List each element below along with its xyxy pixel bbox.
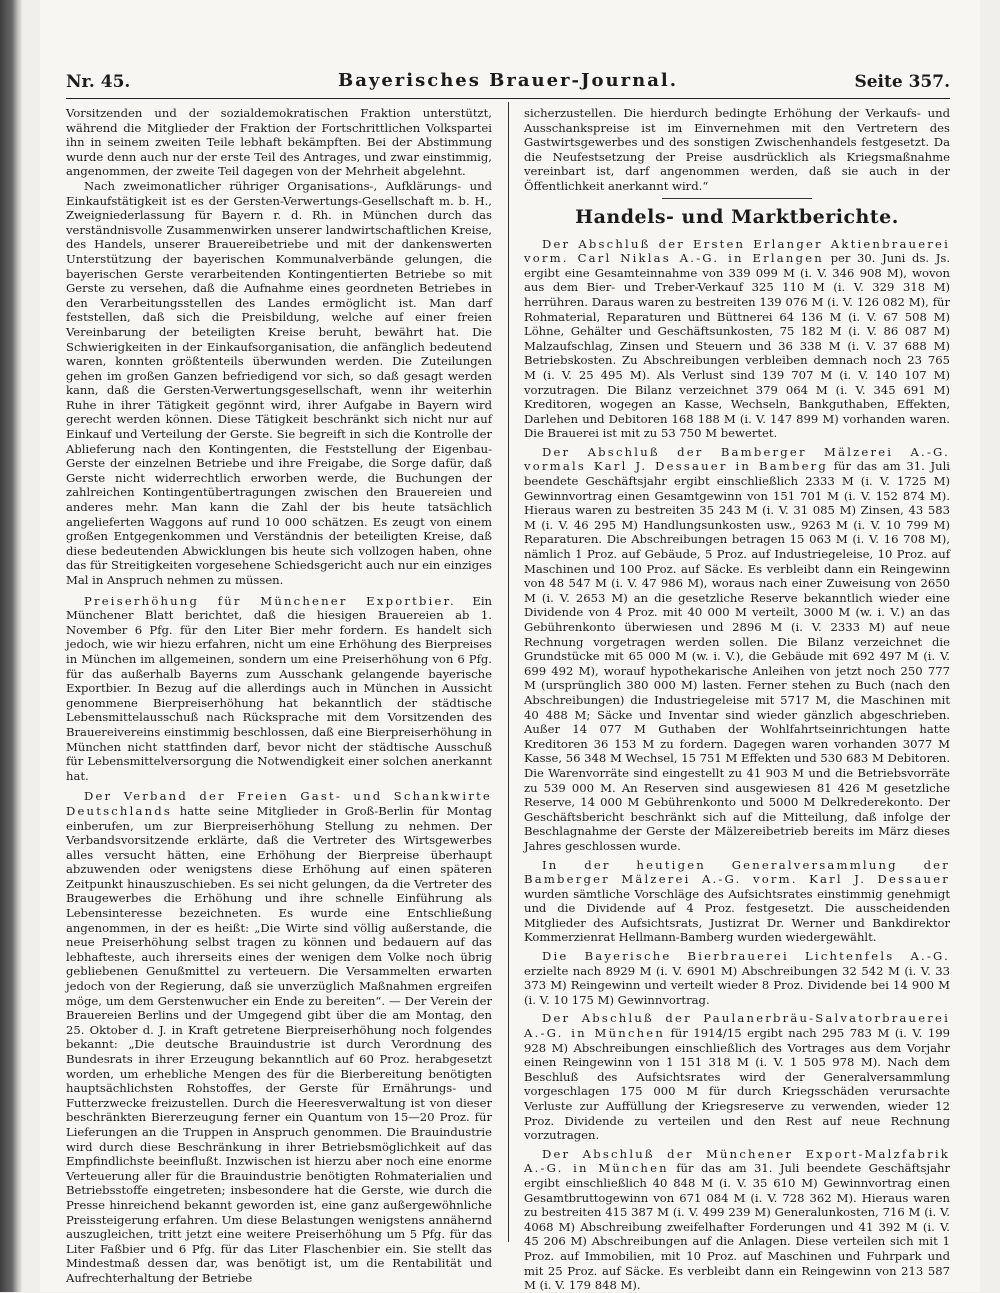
report-paragraph (524, 949, 950, 1007)
article-paragraph: Nach zweimonatlicher rühriger Organisations-, Aufklärungs- und Einkaufstätigkeit ist es der Gersten-Verwertungs-Gesellschaft m. b. H., Zweigniederlassung für Bayern r. d. Rh. in München durch das verständnisvolle Zusammenwirken unserer landwirtschaftlichen Kreise, des Handels, unserer Brauereibetriebe und mit der dankenswerten Unterstützung der bayerischen Kommunalverbände gelungen, die bayerischen Gerste verarbeitenden Kontingentierten Betriebe so mit Gerste zu versehen, daß die Aufnahme eines geordneten Betriebes in den Verarbeitungsstellen des Landes ermöglicht ist. Man darf feststellen, daß sich die Preisbildung, welche auf einer freien Vereinbarung der beteiligten Kreise beruht, bewährt hat. Die Schwierigkeiten in der Einkaufsorganisation, die anfänglich bedeutend waren, konnten größtenteils überwunden werden. Die Zuteilungen gehen im großen Ganzen befriedigend vor sich, so daß gesagt werden kann, daß die Gersten-Verwertungsgesellschaft, wenn ihr weiterhin Ruhe in ihrer Tätigkeit gegönnt wird, ihrer Aufgabe in Bayern wird gerecht werden können. Diese Tätigkeit beschränkt sich nicht nur auf Einkauf und Verteilung der Gerste. Sie begreift in sich die Kontrolle der Ablieferung nach den Kontingenten, die Feststellung der Eigenbau-Gerste der einzelnen Betriebe und ihre Freigabe, die Sorge dafür, daß Gerste nicht widerrechtlich erworben werde, die Buchungen der zahlreichen Kontingentübertragungen zwischen den Brauereien und anderes mehr. Man kann die Zahl der bis heute tatsächlich angelieferten Waggons auf rund 10 000 schätzen. Es zeugt von einem großen Entgegenkommen und Verständnis der beteiligten Kreise, daß diese bedeutenden Abwicklungen bis heute sich vollzogen haben, ohne das für Streitigkeiten vorgesehene Schiedsgericht auch nur ein einziges Mal in Anspruch nehmen zu müssen. (66, 178, 492, 587)
report-body: per 30. Juni ds. Js. ergibt eine Gesamteinnahme von 339 099 M (i. V. 346 908 M), wovon aus dem Bier- und Treber-Verkauf 325 110 M (i. V. 329 318 M) herrühren. Daraus waren zu bestreiten 139 076 M (i. V. 126 082 M), für Rohmaterial, Reparaturen und Büttnerei 64 136 M (i. V. 67 508 M) Löhne, Gehälter und Geschäftsunkosten, 75 182 M (i. V. 86 087 M) Malzaufschlag, Zinsen und Steuern und 36 338 M (i. V. 37 688 M) Betriebskosten. Zu Abschreibungen verbleiben demnach noch 23 765 M (i. V. 25 495 M). Als Verlust sind 139 707 M (i. V. 140 107 M) vorzutragen. Die Bilanz verzeichnet 379 064 M (i. V. 345 691 M) Kreditoren, wogegen an Kasse, Wechseln, Bankguthaben, Effekten, Darlehen und Debitoren 168 188 M (i. V. 147 899 M) vorhanden waren. Die Brauerei ist mit zu 53 750 M bewertet. (524, 251, 950, 441)
report-paragraph (524, 237, 950, 441)
report-lead: Der Abschluß der Ersten Erlanger Aktienbrauerei vorm. Carl Niklas A.-G. in Erlangen (524, 236, 950, 266)
page-header (66, 70, 950, 98)
left-column (66, 106, 492, 1285)
book-binding-edge (0, 0, 22, 1292)
report-body: wurden sämtliche Vorschläge des Aufsichtsrates einstimmig genehmigt und die Dividende auf 4 Proz. festgesetzt. Die ausscheidenden Mitglieder des Aufsichtsrats, Justizrat Dr. Werner und Bankdirektor Kommerzienrat Hellmann-Bamberg wurden wiedergewählt. (524, 886, 950, 945)
report-lead: Der Abschluß der Paulanerbräu-Salvatorbrauerei A.-G. in München (524, 1011, 950, 1041)
article-paragraph (66, 789, 492, 1285)
report-lead: Die Bayerische Bierbrauerei Lichtenfels A.-G. (542, 949, 950, 964)
report-body: für das am 31. Juli beendete Geschäftsjahr ergibt einschließlich 40 848 M (i. V. 35 610 M) Gewinnvortrag einen Gesamtbruttogewinn von 671 084 M (i. V. 728 362 M). Hieraus waren zu bestreiten 415 387 M (i. V. 499 239 M) Generalunkosten, 716 M (i. V. 4068 M) Abschreibung zweifelhafter Forderungen und 41 392 M (i. V. 45 206 M) Abschreibungen auf die Anlagen. Diese verteilen sich mit 1 Proz. auf Immobilien, mit 10 Proz. auf Maschinen und Fuhrpark und mit 25 Proz. auf Säcke. Es verbleibt dann ein Reingewinn von 213 587 M (i. V. 179 848 M). (524, 1161, 950, 1293)
report-paragraph (524, 445, 950, 854)
report-lead: Der Abschluß der Bamberger Mälzerei A.-G. vormals Karl J. Dessauer in Bamberg (524, 444, 950, 474)
header-rule (66, 98, 950, 99)
report-lead: Der Abschluß der Münchener Export-Malzfabrik A.-G. in München (524, 1146, 950, 1176)
section-rule (662, 198, 812, 199)
article-paragraph: sicherzustellen. Die hierdurch bedingte Erhöhung der Verkaufs- und Ausschankspreise ist im Einvernehmen mit den Vertretern des Gastwirtsgewerbes und des sonstigen Zwischenhandels festgesetzt. Da die Neufestsetzung der Preise ausdrücklich als Kriegsmaßnahme vereinbart ist, darf angenommen werden, daß sie auch in der Öffentlichkeit anerkannt wird.“ (524, 106, 950, 193)
report-paragraph (524, 1147, 950, 1293)
article-paragraph (66, 594, 492, 784)
right-column (524, 106, 950, 1293)
report-body: für das am 31. Juli beendete Geschäftsjahr ergibt einschließlich 2333 M (i. V. 1725 M) Gewinnvortrag einen Gesamtgewinn von 151 701 M (i. V. 152 874 M). Hieraus waren zu bestreiten 35 243 M (i. V. 31 085 M) Zinsen, 43 583 M (i. V. 46 295 M) Handlungsunkosten usw., 9263 M (i. V. 10 799 M) Reparaturen. Die Abschreibungen betragen 15 063 M (i. V. 16 708 M), nämlich 1 Proz. auf Gebäude, 5 Proz. auf Industriegeleise, 10 Proz. auf Maschinen und 100 Proz. auf Säcke. Es verbleibt dann ein Reingewinn von 48 547 M (i. V. 47 986 M), woraus nach einer Zuweisung von 2650 M (i. V. 2653 M) an die gesetzliche Reserve bekanntlich wieder eine Dividende von 4 Proz. mit 40 000 M verteilt, 3000 M (w. i. V.) an das Gebührenkonto überwiesen und 2896 M (i. V. 2333 M) auf neue Rechnung vorgetragen werden sollen. Die Bilanz verzeichnet die Grundstücke mit 65 000 M (w. i. V.), die Gebäude mit 692 497 M (i. V. 699 492 M), worauf hypothekarische Anleihen von jetzt noch 250 777 M (ursprünglich 380 000 M) lasten. Ferner stehen zu Buch (nach den Abschreibungen) die Industriegeleise mit 5717 M, die Maschinen mit 40 488 M; Säcke und Inventar sind wieder gänzlich abgeschrieben. Außer 14 077 M Guthaben der Wohlfahrtseinrichtungen hatte Kreditoren 36 153 M zu fordern. Dagegen waren vorhanden 3077 M Kasse, 56 348 M Wechsel, 15 751 M Effekten und 530 683 M Debitoren. Die Warenvorräte sind eingestellt zu 41 903 M und die Betriebsvorräte zu 539 000 M. An Reserven sind ausgewiesen 81 426 M gesetzliche Reserve, 14 000 M Gebührenkonto und 5000 M Delkrederekonto. Der Geschäftsbericht beschränkt sich auf die Mitteilung, daß infolge der Beschlagnahme der Gerste der Mälzereibetrieb bereits im März dieses Jahres geschlossen wurde. (524, 459, 950, 853)
article-lead: Preiserhöhung für Münchener Exportbier. (84, 593, 456, 608)
journal-title: Bayerisches Brauer-Journal. (338, 70, 678, 91)
article-body: Ein Münchener Blatt berichtet, daß die hiesigen Brauereien ab 1. November 6 Pfg. für den Liter Bier mehr fordern. Es handelt sich jedoch, wie wir hiezu erfahren, nicht um eine Erhöhung des Bierpreises in München im allgemeinen, sondern um eine Preiserhöhung von 6 Pfg. für das außerhalb Bayerns zum Ausschank gelangende bayerische Exportbier. In Bezug auf die allerdings auch in München in Aussicht genommene Bierpreiserhöhung hat bekanntlich der städtische Lebensmittelausschuß nach Rücksprache mit dem Vorsitzenden des Brauereivereins einstimmig beschlossen, daß eine Bierpreiserhöhung in München nicht stattfinden darf, bevor nicht der städtische Ausschuß für Lebensmittelversorgung die Notwendigkeit einer solchen anerkannt hat. (66, 593, 492, 783)
page-number: Seite 357. (854, 72, 950, 92)
article-lead: Der Verband der Freien Gast- und Schankwirte Deutschlands (66, 789, 492, 818)
column-divider (508, 102, 509, 1242)
report-paragraph (524, 1011, 950, 1142)
section-title: Handels- und Marktberichte. (575, 205, 899, 228)
report-paragraph (524, 858, 950, 946)
report-body: erzielte nach 8929 M (i. V. 6901 M) Abschreibungen 32 542 M (i. V. 33 373 M) Reingewinn und verteilt wieder 8 Proz. Dividende bei 14 900 M (i. V. 10 175 M) Gewinnvortrag. (524, 963, 950, 1007)
report-body: für 1914/15 ergibt nach 295 783 M (i. V. 199 928 M) Abschreibungen einschließlich des Vortrages aus dem Vorjahr einen Reingewinn von 1 151 318 M (i. V. 1 505 978 M). Nach dem Beschluß des Aufsichtsrates wird der Generalversammlung vorgeschlagen 175 000 M für durch Kriegsschäden verursachte Verluste zur Auffüllung der Kriegsreserve zu verwenden, wieder 12 Proz. Dividende zu verteilen und den Rest auf neue Rechnung vorzutragen. (524, 1026, 950, 1143)
journal-page (40, 0, 980, 1292)
article-paragraph: Vorsitzenden und der sozialdemokratischen Fraktion unterstützt, während die Mitglieder der Fraktion der Fortschrittlichen Volkspartei ihn in seinem zweiten Teile lebhaft bekämpften. Bei der Abstimmung wurde denn auch nur der erste Teil des Antrages, und zwar einstimmig, angenommen, der zweite Teil dagegen von der Mehrheit abgelehnt. (66, 106, 492, 179)
report-lead: In der heutigen Generalversammlung der Bamberger Mälzerei A.-G. vorm. Karl J. Dessauer (524, 857, 950, 887)
article-body: hatte seine Mitglieder in Groß-Berlin für Montag einberufen, um zur Bierpreiserhöhung Stellung zu nehmen. Der Verbandsvorsitzende erklärte, daß die Vertreter des Wirtsgewerbes alles versucht hätten, eine Erhöhung der Bierpreise überhaupt abzuwenden oder wenigstens diese Erhöhung auf einen späteren Zeitpunkt hinauszuschieben. Es sei nicht gelungen, da die Vertreter des Braugewerbes die Erhöhung und ihre schnelle Einführung als Lebensinteresse bezeichneten. Es wurde eine Entschließung angenommen, in der es heißt: „Die Wirte sind völlig außerstande, die neue Preiserhöhung selbst tragen zu können und bedauern auf das lebhafteste, auch ihrerseits eines der wenigen dem Volke noch übrig gebliebenen Genußmittel zu verteuern. Die Versammelten erwarten jedoch von der Regierung, daß sie unverzüglich Maßnahmen ergreifen möge, um dem Gerstenwucher ein Ende zu bereiten“. — Der Verein der Brauereien Berlins und der Umgegend gibt über die am Montag, den 25. Oktober d. J. in Kraft getretene Bierpreiserhöhung noch folgendes bekannt: „Die deutsche Brauindustrie ist durch Verordnung des Bundesrats in ihrer Erzeugung bekanntlich auf 60 Proz. herabgesetzt worden, um erhebliche Mengen des für die Bierbereitung benötigten hauptsächlichsten Rohstoffes, der Gerste für Ernährungs- und Futterzwecke freizustellen. Durch die Heeresverwaltung ist von dieser beschränkten Biererzeugung ferner ein Quantum von 15—20 Proz. für Lieferungen an die Truppen in Anspruch genommen. Die Brauindustrie wird durch diese Beschränkung in ihrer Betriebsmöglichkeit auf das Empfindlichste beeinflußt. Inzwischen ist hierzu aber noch eine enorme Verteuerung aller für die Brauindustrie benötigten Rohmaterialien und Betriebsstoffe eingetreten; insbesondere hat die Gerste, wie durch die Presse hinreichend bekannt geworden ist, eine ganz außergewöhnliche Preissteigerung erfahren. Um diese Belastungen wenigstens annähernd auszugleichen, tritt jetzt eine weitere Preiserhöhung um 5 Pfg. für das Liter Faßbier und 6 Pfg. für das Liter Flaschenbier ein. Sie stellt das Mindestmaß dessen dar, was benötigt ist, um die Rentabilität und Aufrechterhaltung der Betriebe (66, 803, 492, 1285)
issue-number: Nr. 45. (66, 72, 131, 92)
